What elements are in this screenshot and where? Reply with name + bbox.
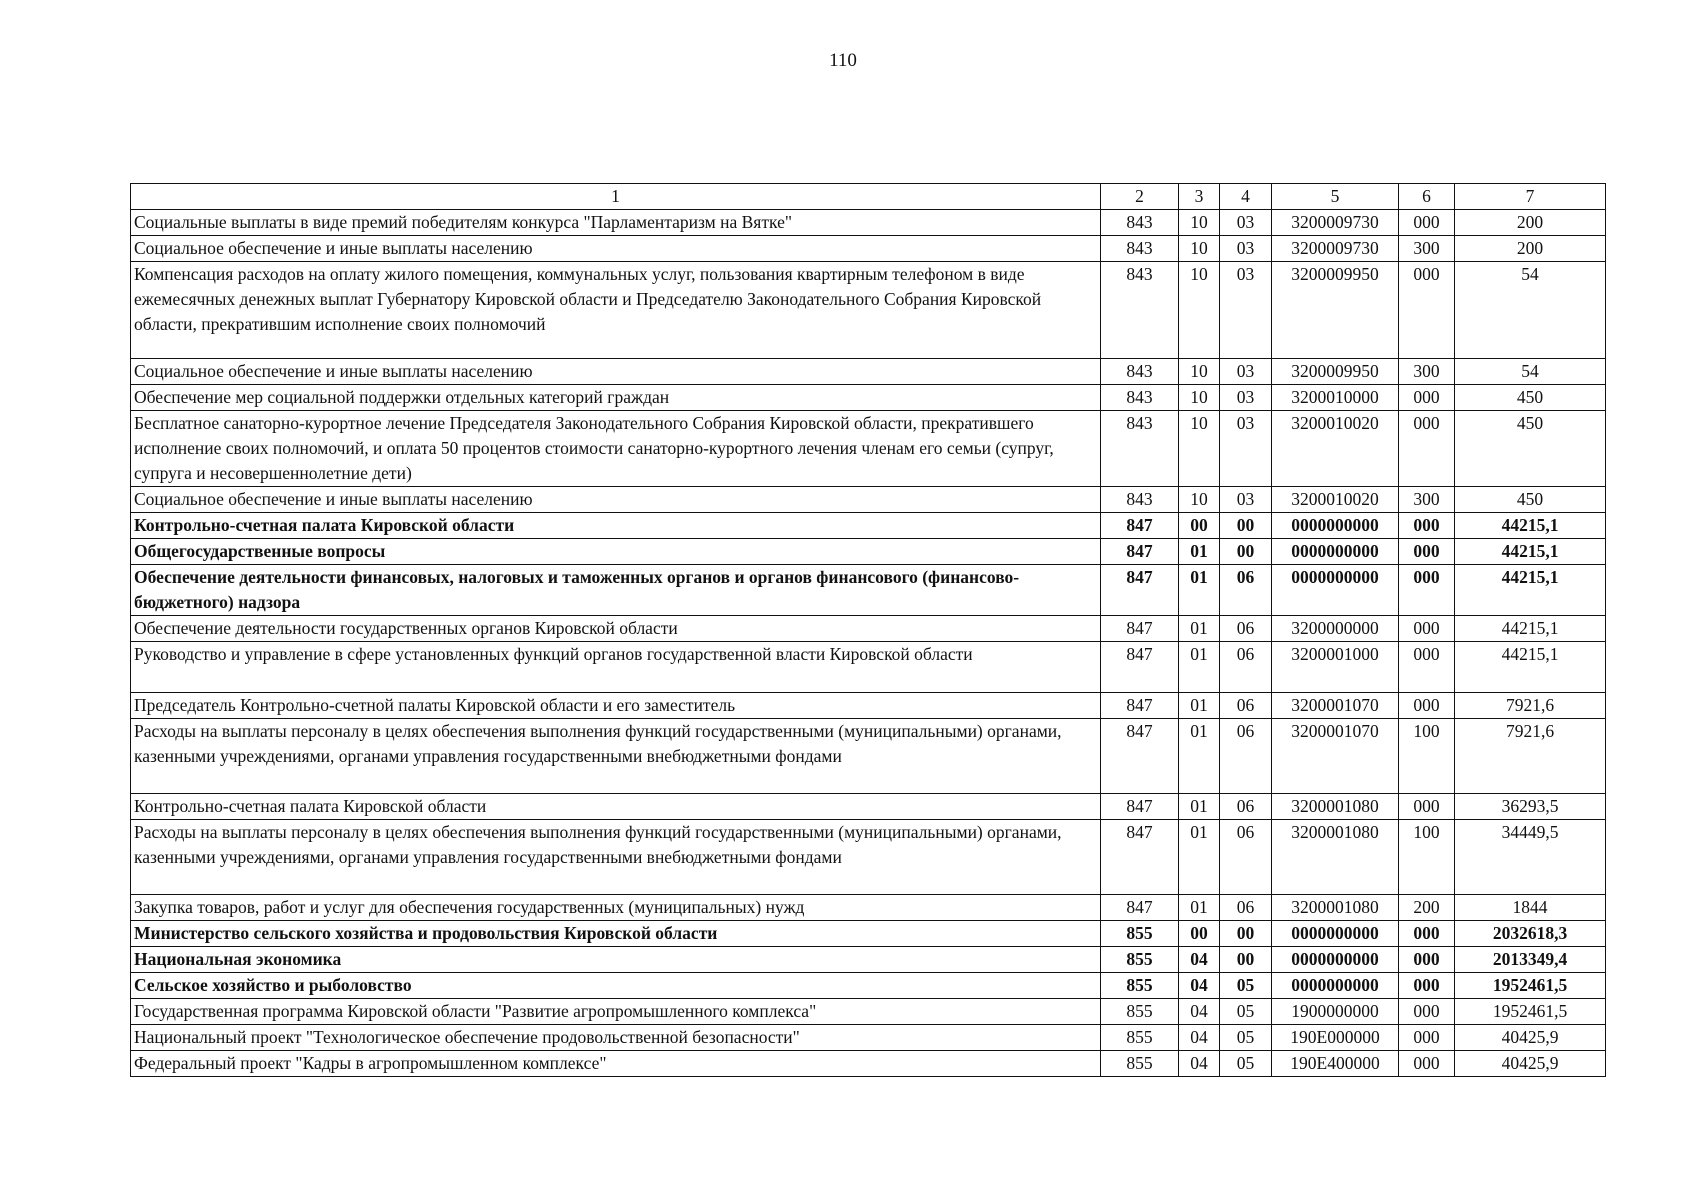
table-row bbox=[131, 210, 1606, 236]
row-name-cell: Федеральный проект "Кадры в агропромышленном комплексе" bbox=[131, 1051, 1101, 1077]
admin-code-cell: 855 bbox=[1101, 973, 1179, 999]
column-header: 3 bbox=[1179, 184, 1220, 210]
admin-code-cell: 855 bbox=[1101, 1025, 1179, 1051]
subsection-code-cell: 00 bbox=[1220, 539, 1272, 565]
expense-type-cell: 000 bbox=[1399, 616, 1455, 642]
table-row bbox=[131, 411, 1606, 487]
subsection-code-cell: 03 bbox=[1220, 487, 1272, 513]
section-code-cell: 00 bbox=[1179, 921, 1220, 947]
column-header: 7 bbox=[1455, 184, 1606, 210]
amount-cell: 44215,1 bbox=[1455, 513, 1606, 539]
admin-code-cell: 847 bbox=[1101, 820, 1179, 895]
column-header: 1 bbox=[131, 184, 1101, 210]
expense-type-cell: 300 bbox=[1399, 359, 1455, 385]
column-header: 4 bbox=[1220, 184, 1272, 210]
target-article-cell: 190Е000000 bbox=[1272, 1025, 1399, 1051]
section-code-cell: 01 bbox=[1179, 820, 1220, 895]
row-name-cell: Сельское хозяйство и рыболовство bbox=[131, 973, 1101, 999]
amount-cell: 2013349,4 bbox=[1455, 947, 1606, 973]
amount-cell: 44215,1 bbox=[1455, 616, 1606, 642]
subsection-code-cell: 06 bbox=[1220, 565, 1272, 616]
amount-cell: 40425,9 bbox=[1455, 1025, 1606, 1051]
table-row bbox=[131, 565, 1606, 616]
column-header: 6 bbox=[1399, 184, 1455, 210]
target-article-cell: 3200001080 bbox=[1272, 794, 1399, 820]
amount-cell: 7921,6 bbox=[1455, 719, 1606, 794]
expense-type-cell: 000 bbox=[1399, 565, 1455, 616]
amount-cell: 54 bbox=[1455, 262, 1606, 359]
expense-type-cell: 000 bbox=[1399, 385, 1455, 411]
section-code-cell: 10 bbox=[1179, 210, 1220, 236]
amount-cell: 7921,6 bbox=[1455, 693, 1606, 719]
row-name-cell: Национальный проект "Технологическое обеспечение продовольственной безопасности" bbox=[131, 1025, 1101, 1051]
target-article-cell: 3200001080 bbox=[1272, 895, 1399, 921]
admin-code-cell: 847 bbox=[1101, 719, 1179, 794]
subsection-code-cell: 03 bbox=[1220, 411, 1272, 487]
row-name-cell: Обеспечение деятельности государственных органов Кировской области bbox=[131, 616, 1101, 642]
subsection-code-cell: 06 bbox=[1220, 642, 1272, 693]
subsection-code-cell: 06 bbox=[1220, 693, 1272, 719]
expense-type-cell: 000 bbox=[1399, 921, 1455, 947]
target-article-cell: 3200001070 bbox=[1272, 719, 1399, 794]
target-article-cell: 3200010000 bbox=[1272, 385, 1399, 411]
target-article-cell: 190Е400000 bbox=[1272, 1051, 1399, 1077]
expense-type-cell: 000 bbox=[1399, 1051, 1455, 1077]
section-code-cell: 04 bbox=[1179, 1051, 1220, 1077]
table-row bbox=[131, 973, 1606, 999]
admin-code-cell: 843 bbox=[1101, 262, 1179, 359]
amount-cell: 54 bbox=[1455, 359, 1606, 385]
row-name-cell: Государственная программа Кировской области "Развитие агропромышленного комплекса" bbox=[131, 999, 1101, 1025]
subsection-code-cell: 06 bbox=[1220, 820, 1272, 895]
amount-cell: 2032618,3 bbox=[1455, 921, 1606, 947]
admin-code-cell: 843 bbox=[1101, 487, 1179, 513]
row-name-cell: Расходы на выплаты персоналу в целях обеспечения выполнения функций государственными (муниципальными) органами, казенными учреждениями, органами управления государственными внебюджетными фондами bbox=[131, 820, 1101, 895]
table-row bbox=[131, 794, 1606, 820]
amount-cell: 450 bbox=[1455, 411, 1606, 487]
row-name-cell: Министерство сельского хозяйства и продовольствия Кировской области bbox=[131, 921, 1101, 947]
row-name-cell: Национальная экономика bbox=[131, 947, 1101, 973]
subsection-code-cell: 05 bbox=[1220, 1025, 1272, 1051]
expense-type-cell: 200 bbox=[1399, 895, 1455, 921]
expense-type-cell: 000 bbox=[1399, 794, 1455, 820]
section-code-cell: 04 bbox=[1179, 1025, 1220, 1051]
table-row bbox=[131, 1051, 1606, 1077]
admin-code-cell: 847 bbox=[1101, 642, 1179, 693]
amount-cell: 44215,1 bbox=[1455, 642, 1606, 693]
target-article-cell: 3200009730 bbox=[1272, 210, 1399, 236]
section-code-cell: 10 bbox=[1179, 262, 1220, 359]
table-row bbox=[131, 262, 1606, 359]
row-name-cell: Социальное обеспечение и иные выплаты населению bbox=[131, 359, 1101, 385]
table-row bbox=[131, 513, 1606, 539]
target-article-cell: 3200010020 bbox=[1272, 487, 1399, 513]
subsection-code-cell: 05 bbox=[1220, 973, 1272, 999]
section-code-cell: 01 bbox=[1179, 565, 1220, 616]
table-row bbox=[131, 947, 1606, 973]
expense-type-cell: 000 bbox=[1399, 539, 1455, 565]
table-row bbox=[131, 693, 1606, 719]
target-article-cell: 3200009950 bbox=[1272, 262, 1399, 359]
expense-type-cell: 000 bbox=[1399, 411, 1455, 487]
section-code-cell: 01 bbox=[1179, 719, 1220, 794]
admin-code-cell: 843 bbox=[1101, 236, 1179, 262]
target-article-cell: 3200010020 bbox=[1272, 411, 1399, 487]
table-row bbox=[131, 487, 1606, 513]
amount-cell: 34449,5 bbox=[1455, 820, 1606, 895]
amount-cell: 40425,9 bbox=[1455, 1051, 1606, 1077]
admin-code-cell: 847 bbox=[1101, 513, 1179, 539]
target-article-cell: 3200001080 bbox=[1272, 820, 1399, 895]
target-article-cell: 0000000000 bbox=[1272, 539, 1399, 565]
subsection-code-cell: 00 bbox=[1220, 921, 1272, 947]
admin-code-cell: 855 bbox=[1101, 1051, 1179, 1077]
subsection-code-cell: 05 bbox=[1220, 999, 1272, 1025]
expense-type-cell: 000 bbox=[1399, 262, 1455, 359]
row-name-cell: Обеспечение деятельности финансовых, налоговых и таможенных органов и органов финансового (финансово-бюджетного) надзора bbox=[131, 565, 1101, 616]
subsection-code-cell: 03 bbox=[1220, 385, 1272, 411]
expense-type-cell: 000 bbox=[1399, 973, 1455, 999]
amount-cell: 44215,1 bbox=[1455, 565, 1606, 616]
subsection-code-cell: 06 bbox=[1220, 616, 1272, 642]
amount-cell: 1844 bbox=[1455, 895, 1606, 921]
amount-cell: 200 bbox=[1455, 236, 1606, 262]
row-name-cell: Общегосударственные вопросы bbox=[131, 539, 1101, 565]
section-code-cell: 01 bbox=[1179, 794, 1220, 820]
row-name-cell: Контрольно-счетная палата Кировской области bbox=[131, 513, 1101, 539]
target-article-cell: 0000000000 bbox=[1272, 513, 1399, 539]
admin-code-cell: 843 bbox=[1101, 411, 1179, 487]
admin-code-cell: 847 bbox=[1101, 895, 1179, 921]
expense-type-cell: 000 bbox=[1399, 693, 1455, 719]
row-name-cell: Компенсация расходов на оплату жилого помещения, коммунальных услуг, пользования квартирным телефоном в виде ежемесячных денежных выплат Губернатору Кировской области и Председателю Законодательного Собрания Кировской области, прекратившим исполнение своих полномочий bbox=[131, 262, 1101, 359]
expense-type-cell: 300 bbox=[1399, 236, 1455, 262]
expense-type-cell: 100 bbox=[1399, 820, 1455, 895]
section-code-cell: 10 bbox=[1179, 411, 1220, 487]
subsection-code-cell: 03 bbox=[1220, 236, 1272, 262]
subsection-code-cell: 03 bbox=[1220, 262, 1272, 359]
expense-type-cell: 000 bbox=[1399, 1025, 1455, 1051]
row-name-cell: Бесплатное санаторно-курортное лечение Председателя Законодательного Собрания Кировской области, прекратившего исполнение своих полномочий, и оплата 50 процентов стоимости санаторно-курортного лечения членам его семьи (супруг, супруга и несовершеннолетние дети) bbox=[131, 411, 1101, 487]
section-code-cell: 01 bbox=[1179, 693, 1220, 719]
row-name-cell: Расходы на выплаты персоналу в целях обеспечения выполнения функций государственными (муниципальными) органами, казенными учреждениями, органами управления государственными внебюджетными фондами bbox=[131, 719, 1101, 794]
table-row bbox=[131, 999, 1606, 1025]
subsection-code-cell: 00 bbox=[1220, 513, 1272, 539]
subsection-code-cell: 05 bbox=[1220, 1051, 1272, 1077]
admin-code-cell: 847 bbox=[1101, 539, 1179, 565]
table-row bbox=[131, 359, 1606, 385]
subsection-code-cell: 06 bbox=[1220, 794, 1272, 820]
table-row bbox=[131, 895, 1606, 921]
amount-cell: 1952461,5 bbox=[1455, 999, 1606, 1025]
amount-cell: 200 bbox=[1455, 210, 1606, 236]
row-name-cell: Социальное обеспечение и иные выплаты населению bbox=[131, 487, 1101, 513]
admin-code-cell: 847 bbox=[1101, 616, 1179, 642]
admin-code-cell: 843 bbox=[1101, 359, 1179, 385]
expense-type-cell: 300 bbox=[1399, 487, 1455, 513]
subsection-code-cell: 06 bbox=[1220, 895, 1272, 921]
table-header-row bbox=[131, 184, 1606, 210]
admin-code-cell: 843 bbox=[1101, 385, 1179, 411]
row-name-cell: Председатель Контрольно-счетной палаты Кировской области и его заместитель bbox=[131, 693, 1101, 719]
target-article-cell: 0000000000 bbox=[1272, 565, 1399, 616]
row-name-cell: Социальное обеспечение и иные выплаты населению bbox=[131, 236, 1101, 262]
table-row bbox=[131, 539, 1606, 565]
row-name-cell: Руководство и управление в сфере установленных функций органов государственной власти Кировской области bbox=[131, 642, 1101, 693]
expense-type-cell: 000 bbox=[1399, 513, 1455, 539]
section-code-cell: 01 bbox=[1179, 642, 1220, 693]
admin-code-cell: 855 bbox=[1101, 999, 1179, 1025]
section-code-cell: 10 bbox=[1179, 385, 1220, 411]
expense-type-cell: 000 bbox=[1399, 947, 1455, 973]
page-number: 110 bbox=[829, 50, 857, 71]
table-row bbox=[131, 1025, 1606, 1051]
admin-code-cell: 843 bbox=[1101, 210, 1179, 236]
amount-cell: 450 bbox=[1455, 487, 1606, 513]
target-article-cell: 0000000000 bbox=[1272, 973, 1399, 999]
amount-cell: 1952461,5 bbox=[1455, 973, 1606, 999]
section-code-cell: 00 bbox=[1179, 513, 1220, 539]
section-code-cell: 04 bbox=[1179, 999, 1220, 1025]
subsection-code-cell: 03 bbox=[1220, 359, 1272, 385]
expense-type-cell: 000 bbox=[1399, 999, 1455, 1025]
row-name-cell: Обеспечение мер социальной поддержки отдельных категорий граждан bbox=[131, 385, 1101, 411]
target-article-cell: 0000000000 bbox=[1272, 921, 1399, 947]
target-article-cell: 3200009950 bbox=[1272, 359, 1399, 385]
table-row bbox=[131, 385, 1606, 411]
subsection-code-cell: 00 bbox=[1220, 947, 1272, 973]
admin-code-cell: 847 bbox=[1101, 565, 1179, 616]
column-header: 2 bbox=[1101, 184, 1179, 210]
budget-table bbox=[130, 183, 1606, 1077]
row-name-cell: Социальные выплаты в виде премий победителям конкурса "Парламентаризм на Вятке" bbox=[131, 210, 1101, 236]
target-article-cell: 0000000000 bbox=[1272, 947, 1399, 973]
table-row bbox=[131, 719, 1606, 794]
table-row bbox=[131, 236, 1606, 262]
section-code-cell: 01 bbox=[1179, 539, 1220, 565]
section-code-cell: 10 bbox=[1179, 236, 1220, 262]
amount-cell: 44215,1 bbox=[1455, 539, 1606, 565]
section-code-cell: 10 bbox=[1179, 487, 1220, 513]
section-code-cell: 10 bbox=[1179, 359, 1220, 385]
section-code-cell: 04 bbox=[1179, 947, 1220, 973]
target-article-cell: 3200000000 bbox=[1272, 616, 1399, 642]
table-row bbox=[131, 616, 1606, 642]
amount-cell: 450 bbox=[1455, 385, 1606, 411]
admin-code-cell: 855 bbox=[1101, 921, 1179, 947]
table-row bbox=[131, 820, 1606, 895]
row-name-cell: Контрольно-счетная палата Кировской области bbox=[131, 794, 1101, 820]
section-code-cell: 01 bbox=[1179, 895, 1220, 921]
admin-code-cell: 847 bbox=[1101, 794, 1179, 820]
subsection-code-cell: 06 bbox=[1220, 719, 1272, 794]
section-code-cell: 04 bbox=[1179, 973, 1220, 999]
target-article-cell: 3200009730 bbox=[1272, 236, 1399, 262]
table-row bbox=[131, 921, 1606, 947]
expense-type-cell: 000 bbox=[1399, 642, 1455, 693]
target-article-cell: 3200001070 bbox=[1272, 693, 1399, 719]
expense-type-cell: 000 bbox=[1399, 210, 1455, 236]
target-article-cell: 1900000000 bbox=[1272, 999, 1399, 1025]
admin-code-cell: 847 bbox=[1101, 693, 1179, 719]
target-article-cell: 3200001000 bbox=[1272, 642, 1399, 693]
table-row bbox=[131, 642, 1606, 693]
expense-type-cell: 100 bbox=[1399, 719, 1455, 794]
subsection-code-cell: 03 bbox=[1220, 210, 1272, 236]
amount-cell: 36293,5 bbox=[1455, 794, 1606, 820]
column-header: 5 bbox=[1272, 184, 1399, 210]
row-name-cell: Закупка товаров, работ и услуг для обеспечения государственных (муниципальных) нужд bbox=[131, 895, 1101, 921]
admin-code-cell: 855 bbox=[1101, 947, 1179, 973]
section-code-cell: 01 bbox=[1179, 616, 1220, 642]
